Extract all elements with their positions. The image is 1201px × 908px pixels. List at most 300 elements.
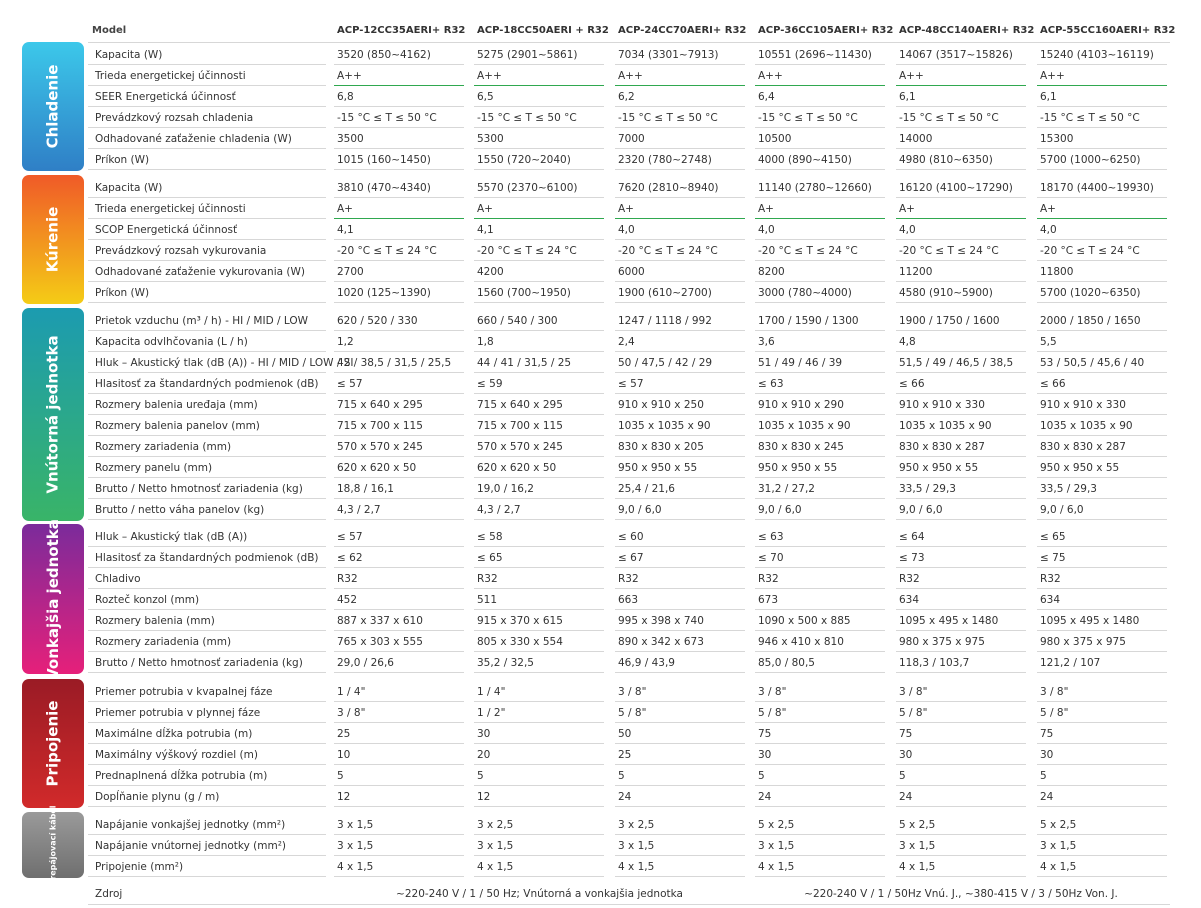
row-label: Rozmery zariadenia (mm)	[95, 441, 232, 453]
table-cell: ≤ 66	[1040, 378, 1066, 390]
table-cell: R32	[899, 573, 920, 585]
table-cell: A++	[758, 70, 783, 82]
table-cell: 1095 x 495 x 1480	[1040, 615, 1140, 627]
cell-rule	[755, 281, 885, 282]
cell-rule	[896, 546, 1026, 547]
cell-rule	[1037, 672, 1167, 673]
table-cell: 7000	[618, 133, 645, 145]
table-cell: 4,3 / 2,7	[337, 504, 381, 516]
cell-rule	[615, 260, 745, 261]
row-label: Brutto / Netto hmotnosť zariadenia (kg)	[95, 483, 303, 495]
table-cell: 5 x 2,5	[758, 819, 795, 831]
row-label: Kapacita (W)	[95, 49, 163, 61]
section-band-vnutorna	[22, 308, 84, 521]
table-cell: 1 / 2"	[477, 707, 506, 719]
cell-rule	[1037, 260, 1167, 261]
cell-rule	[615, 239, 745, 240]
table-cell: 75	[899, 728, 913, 740]
table-cell: 11200	[899, 266, 933, 278]
table-cell: ≤ 63	[758, 378, 784, 390]
row-rule	[88, 477, 326, 478]
cell-rule	[474, 588, 604, 589]
section-title: Pripojenie	[43, 700, 62, 787]
table-cell: 620 x 620 x 50	[337, 462, 417, 474]
table-cell: 5	[337, 770, 344, 782]
table-cell: 24	[758, 791, 772, 803]
table-cell: 715 x 640 x 295	[477, 399, 563, 411]
cell-rule	[896, 281, 1026, 282]
table-cell: 5275 (2901~5861)	[477, 49, 578, 61]
footer-merged-cell: ~220-240 V / 1 / 50Hz Vnú. J., ~380-415 V / 3 / 50Hz Von. J.	[804, 888, 1118, 900]
cell-rule	[896, 393, 1026, 394]
row-rule	[88, 519, 326, 520]
cell-rule	[334, 351, 464, 352]
row-label: Prednaplnená dĺžka potrubia (m)	[95, 770, 268, 782]
table-cell: 51 / 49 / 46 / 39	[758, 357, 843, 369]
row-label: Rozmery balenia (mm)	[95, 615, 215, 627]
table-cell: 33,5 / 29,3	[899, 483, 956, 495]
cell-rule	[615, 330, 745, 331]
cell-rule	[615, 456, 745, 457]
cell-rule	[755, 806, 885, 807]
table-cell: 50 / 47,5 / 42 / 29	[618, 357, 713, 369]
cell-rule	[474, 435, 604, 436]
table-cell: 2700	[337, 266, 364, 278]
cell-rule	[615, 85, 745, 86]
table-cell: 1 / 4"	[337, 686, 366, 698]
cell-rule	[474, 651, 604, 652]
cell-rule	[1037, 351, 1167, 352]
section-title: Chladenie	[43, 64, 62, 149]
cell-rule	[334, 567, 464, 568]
table-cell: 35,2 / 32,5	[477, 657, 534, 669]
row-rule	[88, 64, 326, 65]
cell-rule	[755, 785, 885, 786]
table-cell: -20 °C ≤ T ≤ 24 °C	[337, 245, 437, 257]
cell-rule	[474, 672, 604, 673]
table-cell: ≤ 65	[477, 552, 503, 564]
cell-rule	[755, 546, 885, 547]
table-cell: 887 x 337 x 610	[337, 615, 423, 627]
table-cell: 2000 / 1850 / 1650	[1040, 315, 1141, 327]
cell-rule	[474, 743, 604, 744]
row-label: Kapacita (W)	[95, 182, 163, 194]
table-cell: 620 / 520 / 330	[337, 315, 418, 327]
table-cell: 950 x 950 x 55	[1040, 462, 1120, 474]
table-cell: 890 x 342 x 673	[618, 636, 704, 648]
cell-rule	[1037, 701, 1167, 702]
cell-rule	[474, 351, 604, 352]
cell-rule	[615, 609, 745, 610]
section-band-pripojenie	[22, 679, 84, 808]
row-label: Brutto / netto váha panelov (kg)	[95, 504, 265, 516]
row-rule	[88, 855, 326, 856]
cell-rule	[334, 651, 464, 652]
cell-rule	[474, 127, 604, 128]
table-cell: 4580 (910~5900)	[899, 287, 993, 299]
cell-rule	[334, 218, 464, 219]
table-cell: 30	[477, 728, 491, 740]
cell-rule	[896, 785, 1026, 786]
cell-rule	[615, 876, 745, 877]
row-label: Prietok vzduchu (m³ / h) - HI / MID / LOW	[95, 315, 309, 327]
cell-rule	[755, 351, 885, 352]
cell-rule	[1037, 330, 1167, 331]
table-cell: 6,2	[618, 91, 635, 103]
cell-rule	[615, 372, 745, 373]
table-cell: 4,0	[1040, 224, 1057, 236]
cell-rule	[615, 435, 745, 436]
cell-rule	[1037, 546, 1167, 547]
cell-rule	[1037, 588, 1167, 589]
table-cell: 75	[1040, 728, 1054, 740]
table-cell: 30	[899, 749, 913, 761]
cell-rule	[474, 330, 604, 331]
table-cell: 1035 x 1035 x 90	[899, 420, 992, 432]
cell-rule	[755, 197, 885, 198]
table-cell: -20 °C ≤ T ≤ 24 °C	[758, 245, 858, 257]
row-label: Rozmery panelu (mm)	[95, 462, 213, 474]
cell-rule	[1037, 630, 1167, 631]
table-cell: 3 x 1,5	[337, 819, 374, 831]
row-label: Kapacita odvlhčovania (L / h)	[95, 336, 248, 348]
row-rule	[88, 260, 326, 261]
cell-rule	[334, 64, 464, 65]
table-cell: 2,4	[618, 336, 635, 348]
cell-rule	[615, 651, 745, 652]
table-cell: 3 / 8"	[758, 686, 787, 698]
table-cell: 1900 / 1750 / 1600	[899, 315, 1000, 327]
row-rule	[88, 330, 326, 331]
table-cell: 5	[899, 770, 906, 782]
cell-rule	[755, 127, 885, 128]
table-cell: 5 x 2,5	[899, 819, 936, 831]
cell-rule	[334, 393, 464, 394]
row-rule	[88, 806, 326, 807]
cell-rule	[755, 477, 885, 478]
table-cell: 3 / 8"	[337, 707, 366, 719]
cell-rule	[474, 519, 604, 520]
cell-rule	[1037, 519, 1167, 520]
table-cell: 1,2	[337, 336, 354, 348]
cell-rule	[755, 743, 885, 744]
cell-rule	[615, 281, 745, 282]
table-cell: 11140 (2780~12660)	[758, 182, 872, 194]
cell-rule	[474, 567, 604, 568]
table-cell: 3000 (780~4000)	[758, 287, 852, 299]
row-label: Trieda energetickej účinnosti	[95, 203, 246, 215]
table-cell: 20	[477, 749, 491, 761]
table-cell: 570 x 570 x 245	[337, 441, 423, 453]
table-cell: 5	[1040, 770, 1047, 782]
cell-rule	[334, 630, 464, 631]
table-cell: ≤ 60	[618, 531, 644, 543]
table-cell: 4980 (810~6350)	[899, 154, 993, 166]
row-label: SEER Energetická účinnosť	[95, 91, 236, 103]
table-cell: 25,4 / 21,6	[618, 483, 675, 495]
table-cell: 24	[1040, 791, 1054, 803]
table-cell: 7034 (3301~7913)	[618, 49, 719, 61]
table-cell: A++	[899, 70, 924, 82]
table-cell: 44 / 41 / 31,5 / 25	[477, 357, 572, 369]
table-cell: 634	[899, 594, 920, 606]
table-cell: 3500	[337, 133, 364, 145]
table-cell: 830 x 830 x 287	[899, 441, 985, 453]
table-cell: 1020 (125~1390)	[337, 287, 431, 299]
table-cell: 33,5 / 29,3	[1040, 483, 1097, 495]
table-cell: 4 x 1,5	[758, 861, 795, 873]
table-cell: 830 x 830 x 245	[758, 441, 844, 453]
table-cell: 950 x 950 x 55	[618, 462, 698, 474]
cell-rule	[615, 477, 745, 478]
cell-rule	[474, 477, 604, 478]
cell-rule	[334, 169, 464, 170]
table-cell: A++	[1040, 70, 1065, 82]
table-cell: -20 °C ≤ T ≤ 24 °C	[899, 245, 999, 257]
cell-rule	[615, 106, 745, 107]
row-label: Prevádzkový rozsah vykurovania	[95, 245, 267, 257]
cell-rule	[755, 609, 885, 610]
model-column-header: ACP-36CC105AERI+ R32	[758, 25, 894, 36]
table-cell: 5570 (2370~6100)	[477, 182, 578, 194]
row-rule	[88, 414, 326, 415]
cell-rule	[755, 722, 885, 723]
table-cell: ≤ 58	[477, 531, 503, 543]
table-cell: A+	[758, 203, 774, 215]
row-rule	[88, 197, 326, 198]
table-cell: 51,5 / 49 / 46,5 / 38,5	[899, 357, 1014, 369]
table-cell: 5,5	[1040, 336, 1057, 348]
row-rule	[88, 393, 326, 394]
table-cell: 715 x 700 x 115	[477, 420, 563, 432]
table-cell: 11800	[1040, 266, 1074, 278]
cell-rule	[896, 722, 1026, 723]
cell-rule	[615, 806, 745, 807]
table-cell: 3 x 2,5	[618, 819, 655, 831]
row-label: Odhadované zaťaženie chladenia (W)	[95, 133, 292, 145]
table-cell: 12	[337, 791, 351, 803]
table-cell: R32	[477, 573, 498, 585]
table-cell: A+	[899, 203, 915, 215]
row-label: Napájanie vnútornej jednotky (mm²)	[95, 840, 287, 852]
table-cell: -20 °C ≤ T ≤ 24 °C	[477, 245, 577, 257]
row-label: Dopĺňanie plynu (g / m)	[95, 791, 220, 803]
table-cell: 15240 (4103~16119)	[1040, 49, 1154, 61]
table-cell: 4,1	[477, 224, 494, 236]
cell-rule	[896, 218, 1026, 219]
table-cell: -15 °C ≤ T ≤ 50 °C	[337, 112, 437, 124]
table-cell: 25	[618, 749, 632, 761]
row-rule	[88, 609, 326, 610]
table-cell: 9,0 / 6,0	[1040, 504, 1084, 516]
table-cell: 830 x 830 x 287	[1040, 441, 1126, 453]
cell-rule	[474, 609, 604, 610]
cell-rule	[1037, 785, 1167, 786]
table-cell: 4,0	[758, 224, 775, 236]
cell-rule	[334, 148, 464, 149]
table-cell: -15 °C ≤ T ≤ 50 °C	[1040, 112, 1140, 124]
cell-rule	[1037, 834, 1167, 835]
row-rule	[88, 630, 326, 631]
table-cell: 1095 x 495 x 1480	[899, 615, 999, 627]
cell-rule	[474, 876, 604, 877]
section-band-kabel	[22, 804, 84, 886]
section-title: Vnútorná jednotka	[43, 335, 62, 494]
cell-rule	[755, 64, 885, 65]
table-cell: 14000	[899, 133, 933, 145]
cell-rule	[755, 435, 885, 436]
cell-rule	[334, 372, 464, 373]
row-label: Maximálne dĺžka potrubia (m)	[95, 728, 253, 740]
cell-rule	[334, 806, 464, 807]
cell-rule	[615, 519, 745, 520]
table-cell: -20 °C ≤ T ≤ 24 °C	[618, 245, 718, 257]
table-cell: 511	[477, 594, 498, 606]
cell-rule	[1037, 477, 1167, 478]
cell-rule	[896, 498, 1026, 499]
cell-rule	[334, 330, 464, 331]
table-cell: 6,4	[758, 91, 775, 103]
cell-rule	[755, 260, 885, 261]
cell-rule	[896, 197, 1026, 198]
table-cell: 6,1	[899, 91, 916, 103]
section-title: Vonkajšia jednotka	[43, 518, 62, 680]
cell-rule	[1037, 148, 1167, 149]
cell-rule	[474, 169, 604, 170]
row-rule	[88, 302, 326, 303]
table-cell: -20 °C ≤ T ≤ 24 °C	[1040, 245, 1140, 257]
table-cell: 10551 (2696~11430)	[758, 49, 872, 61]
cell-rule	[755, 672, 885, 673]
cell-rule	[474, 260, 604, 261]
table-cell: 42 / 38,5 / 31,5 / 25,5	[337, 357, 452, 369]
row-label: Priemer potrubia v kvapalnej fáze	[95, 686, 273, 698]
row-rule	[88, 85, 326, 86]
cell-rule	[755, 876, 885, 877]
table-cell: 7620 (2810~8940)	[618, 182, 719, 194]
cell-rule	[615, 64, 745, 65]
table-cell: 3 x 1,5	[477, 840, 514, 852]
cell-rule	[615, 588, 745, 589]
table-cell: ≤ 57	[337, 378, 363, 390]
cell-rule	[755, 85, 885, 86]
cell-rule	[474, 302, 604, 303]
table-cell: 85,0 / 80,5	[758, 657, 815, 669]
cell-rule	[1037, 393, 1167, 394]
cell-rule	[755, 393, 885, 394]
cell-rule	[1037, 651, 1167, 652]
cell-rule	[755, 218, 885, 219]
cell-rule	[1037, 498, 1167, 499]
row-label: Maximálny výškový rozdiel (m)	[95, 749, 258, 761]
cell-rule	[896, 855, 1026, 856]
cell-rule	[474, 630, 604, 631]
section-band-chladenie	[22, 42, 84, 171]
table-cell: 634	[1040, 594, 1061, 606]
cell-rule	[896, 127, 1026, 128]
cell-rule	[615, 498, 745, 499]
table-cell: 673	[758, 594, 779, 606]
cell-rule	[474, 764, 604, 765]
footer-merged-cell: ~220-240 V / 1 / 50 Hz; Vnútorná a vonkajšia jednotka	[396, 888, 683, 900]
cell-rule	[1037, 218, 1167, 219]
cell-rule	[896, 85, 1026, 86]
cell-rule	[334, 672, 464, 673]
cell-rule	[896, 330, 1026, 331]
cell-rule	[896, 435, 1026, 436]
cell-rule	[755, 764, 885, 765]
cell-rule	[615, 672, 745, 673]
cell-rule	[615, 701, 745, 702]
section-title: Kúrenie	[43, 206, 62, 273]
cell-rule	[334, 414, 464, 415]
table-cell: 121,2 / 107	[1040, 657, 1101, 669]
table-cell: 25	[337, 728, 351, 740]
table-cell: 4,1	[337, 224, 354, 236]
table-cell: 570 x 570 x 245	[477, 441, 563, 453]
cell-rule	[334, 302, 464, 303]
table-cell: 4000 (890~4150)	[758, 154, 852, 166]
cell-rule	[1037, 85, 1167, 86]
row-rule	[88, 743, 326, 744]
table-cell: A++	[337, 70, 362, 82]
cell-rule	[755, 106, 885, 107]
cell-rule	[896, 372, 1026, 373]
section-title: Prepájovací kábel	[48, 804, 58, 886]
row-rule	[88, 588, 326, 589]
cell-rule	[896, 806, 1026, 807]
table-cell: 1700 / 1590 / 1300	[758, 315, 859, 327]
cell-rule	[1037, 414, 1167, 415]
cell-rule	[474, 106, 604, 107]
cell-rule	[334, 743, 464, 744]
cell-rule	[334, 785, 464, 786]
model-column-header: ACP-55CC160AERI+ R32	[1040, 25, 1176, 36]
footer-rule	[88, 904, 1170, 905]
table-cell: ≤ 64	[899, 531, 925, 543]
row-rule	[88, 672, 326, 673]
cell-rule	[755, 588, 885, 589]
row-label: Rozteč konzol (mm)	[95, 594, 200, 606]
table-cell: 4 x 1,5	[618, 861, 655, 873]
table-cell: 14067 (3517~15826)	[899, 49, 1013, 61]
cell-rule	[334, 876, 464, 877]
footer-label: Zdroj	[95, 888, 123, 900]
table-cell: A+	[477, 203, 493, 215]
table-cell: ≤ 65	[1040, 531, 1066, 543]
cell-rule	[334, 701, 464, 702]
table-cell: 3 x 1,5	[337, 840, 374, 852]
table-cell: 660 / 540 / 300	[477, 315, 558, 327]
row-label: Hlasitosť za štandardných podmienok (dB)	[95, 378, 319, 390]
cell-rule	[896, 834, 1026, 835]
cell-rule	[1037, 169, 1167, 170]
cell-rule	[896, 519, 1026, 520]
header-rule	[88, 42, 1170, 43]
cell-rule	[896, 764, 1026, 765]
cell-rule	[896, 456, 1026, 457]
table-cell: 30	[758, 749, 772, 761]
table-cell: 1090 x 500 x 885	[758, 615, 851, 627]
cell-rule	[1037, 127, 1167, 128]
cell-rule	[896, 743, 1026, 744]
table-cell: A+	[337, 203, 353, 215]
table-cell: ≤ 67	[618, 552, 644, 564]
model-column-header: ACP-18CC50AERI + R32	[477, 25, 609, 36]
cell-rule	[755, 456, 885, 457]
cell-rule	[334, 588, 464, 589]
table-cell: 3,6	[758, 336, 775, 348]
